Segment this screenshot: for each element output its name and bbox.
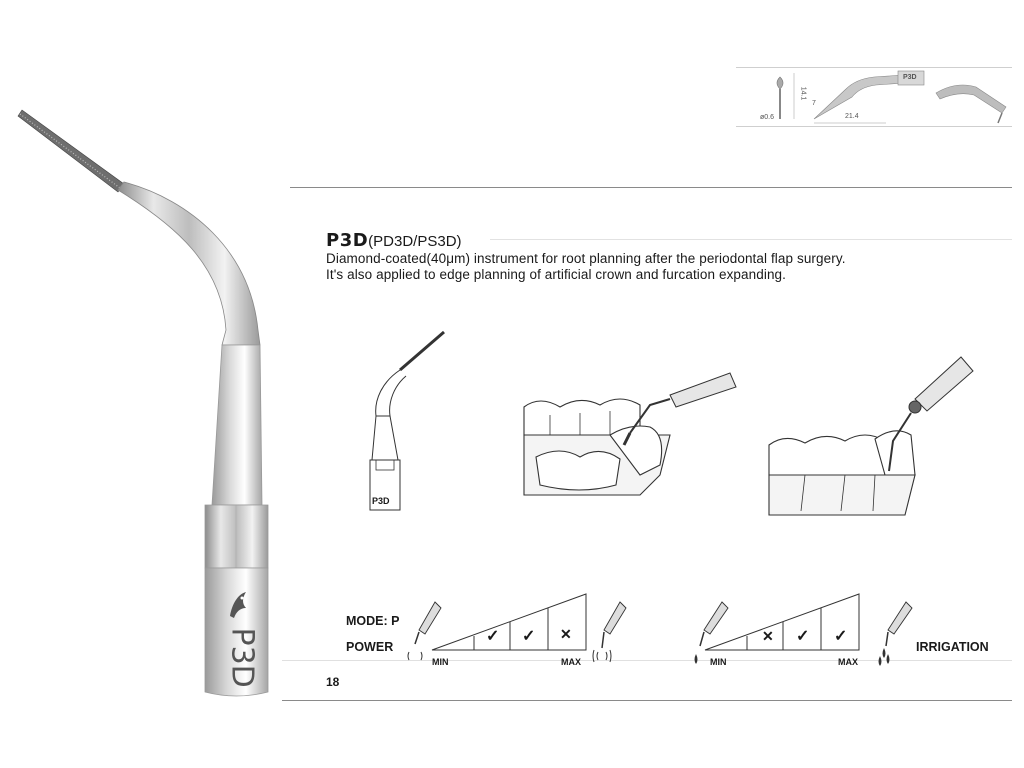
- irrigation-mark-2: ✓: [796, 628, 810, 645]
- power-mark-1: ✓: [486, 628, 500, 645]
- dental-illustration-lower-arch: [520, 365, 750, 515]
- power-mark-3: ✕: [560, 626, 572, 642]
- power-scale: [430, 592, 590, 657]
- dimension-height: 14.1: [799, 86, 807, 101]
- dimension-head-label: P3D: [903, 74, 917, 81]
- irrigation-scale: [703, 592, 863, 657]
- power-max-label: MAX: [561, 657, 581, 667]
- irrigation-mark-1: ✕: [762, 628, 774, 644]
- product-variants: (PD3D/PS3D): [368, 233, 462, 250]
- description-line-2: It's also applied to edge planning of artificial crown and furcation expanding.: [326, 267, 787, 282]
- dimension-angle: 7: [812, 100, 816, 107]
- tip-engraving: P3D: [224, 627, 260, 688]
- power-min-label: MIN: [432, 657, 449, 667]
- page-number: 18: [326, 675, 340, 689]
- irrigation-label: IRRIGATION: [916, 640, 989, 654]
- dimension-length: 21.4: [845, 113, 859, 120]
- product-code: P3D: [326, 230, 369, 251]
- power-handpiece-right-icon: [592, 600, 632, 670]
- header-rule: [290, 187, 1012, 188]
- mode-label: MODE: P: [346, 614, 400, 628]
- small-tip-sketch: [360, 330, 450, 520]
- scaler-tip-illustration: [0, 0, 280, 700]
- title-rule: [490, 239, 1012, 240]
- power-label: POWER: [346, 640, 394, 654]
- dimension-diameter: ø0.6: [760, 114, 775, 121]
- product-title: [326, 230, 462, 251]
- power-mark-2: ✓: [522, 628, 536, 645]
- dental-illustration-side-view: [765, 345, 985, 525]
- irrigation-handpiece-right-icon: [872, 600, 912, 670]
- irrigation-mark-3: ✓: [834, 628, 848, 645]
- small-tip-label: P3D: [372, 496, 390, 506]
- irrigation-max-label: MAX: [838, 657, 858, 667]
- description-line-1: Diamond-coated(40μm) instrument for root planning after the periodontal flap surgery.: [326, 251, 846, 266]
- footer-rule-bottom: [282, 700, 1012, 701]
- irrigation-min-label: MIN: [710, 657, 727, 667]
- dimension-diagram: [736, 67, 1012, 127]
